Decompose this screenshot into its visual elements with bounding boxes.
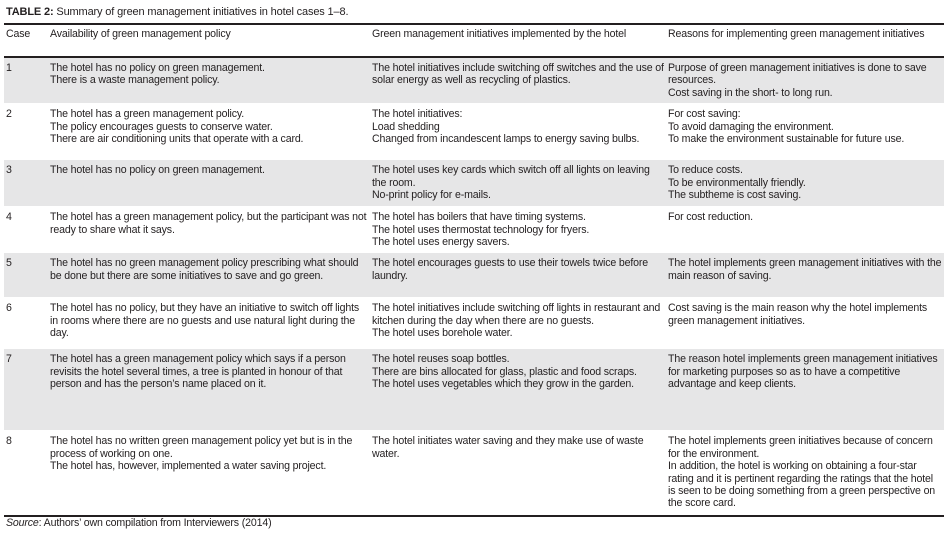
reasons-cell-line: For cost reduction.	[668, 211, 753, 224]
table-row	[4, 298, 944, 349]
reasons-cell	[666, 253, 944, 298]
policy-cell	[48, 160, 370, 207]
policy-cell-line: The policy encourages guests to conserve water.	[50, 120, 273, 133]
reasons-cell-line: The hotel implements green initiatives because of concern for the environment.	[668, 435, 933, 460]
initiatives-cell-line: The hotel uses key cards which switch off all lights on leaving the room.	[372, 164, 650, 189]
policy-cell	[48, 298, 370, 349]
reasons-cell-line: Cost saving is the main reason why the hotel implements green management initiatives.	[668, 302, 928, 327]
initiatives-cell-line: Load shedding	[372, 120, 440, 133]
table-row	[4, 160, 944, 207]
reasons-cell	[666, 57, 944, 104]
reasons-cell	[666, 298, 944, 349]
header-case: Case	[6, 28, 31, 40]
case-number: 2	[6, 108, 12, 121]
initiatives-cell-line: The hotel encourages guests to use their towels twice before laundry.	[372, 257, 649, 282]
policy-cell-line: The hotel has a green management policy which says if a person revisits the hotel several times, a tree is planted in honour of that person and has the person’s name placed on it.	[50, 353, 346, 391]
initiatives-cell-line: The hotel initiatives include switching off lights in restaurant and kitchen during the day when there are no guests.	[372, 302, 661, 327]
reasons-cell	[666, 104, 944, 160]
source-text: : Authors’ own compilation from Interviewers (2014)	[38, 517, 272, 529]
source-label: Source	[6, 517, 39, 529]
initiatives-cell	[370, 253, 666, 298]
case-number: 6	[6, 302, 12, 315]
policy-cell-line: The hotel has no green management policy prescribing what should be done but there are some initiatives to save and go green.	[50, 257, 359, 282]
table-row	[4, 431, 944, 516]
reasons-cell-line: The subtheme is cost saving.	[668, 189, 801, 202]
policy-cell	[48, 349, 370, 431]
policy-cell-line: The hotel has a green management policy.	[50, 108, 245, 121]
initiatives-cell-line: The hotel initiates water saving and they make use of waste water.	[372, 435, 644, 460]
policy-cell	[48, 207, 370, 253]
policy-cell	[48, 431, 370, 516]
policy-cell	[48, 57, 370, 104]
table-label: TABLE 2:	[6, 6, 54, 18]
policy-cell-line: The hotel has no policy, but they have an initiative to switch off lights in rooms where there are no guests and use natural light during the day.	[50, 302, 360, 340]
policy-cell	[48, 104, 370, 160]
initiatives-cell-line: The hotel uses vegetables which they grow in the garden.	[372, 378, 634, 391]
header-initiatives: Green management initiatives implemented by the hotel	[372, 28, 627, 40]
reasons-cell-line: In addition, the hotel is working on obtaining a four-star rating and it is pertinent regarding the ratings that the hotel is seen to be doing something from a green perspective on the score card.	[668, 460, 936, 510]
initiatives-cell-line: The hotel initiatives include switching off switches and the use of solar energy as well as recycling of plastics.	[372, 62, 664, 87]
policy-cell-line: There is a waste management policy.	[50, 74, 220, 87]
initiatives-cell	[370, 57, 666, 104]
table-title: Summary of green management initiatives in hotel cases 1–8.	[53, 6, 349, 18]
initiatives-cell	[370, 298, 666, 349]
case-number: 8	[6, 435, 12, 448]
initiatives-cell-line: No-print policy for e-mails.	[372, 189, 491, 202]
reasons-cell-line: To make the environment sustainable for future use.	[668, 133, 905, 146]
green-initiatives-table	[4, 23, 944, 517]
initiatives-cell	[370, 207, 666, 253]
policy-cell-line: There are air conditioning units that operate with a card.	[50, 133, 304, 146]
table-row	[4, 253, 944, 298]
header-reasons: Reasons for implementing green management initiatives	[668, 28, 925, 40]
table-body	[4, 57, 944, 516]
source-note	[6, 517, 271, 529]
reasons-cell-line: Purpose of green management initiatives is done to save resources.	[668, 62, 927, 87]
reasons-cell	[666, 207, 944, 253]
initiatives-cell-line: The hotel uses energy savers.	[372, 236, 510, 249]
policy-cell	[48, 253, 370, 298]
policy-cell-line: The hotel has no written green management policy yet but is in the process of working on one.	[50, 435, 353, 460]
initiatives-cell-line: The hotel uses borehole water.	[372, 327, 513, 340]
reasons-cell-line: Cost saving in the short- to long run.	[668, 86, 833, 99]
reasons-cell-line: The reason hotel implements green management initiatives for marketing purposes so as to have a competitive advantage and keep clients.	[668, 353, 938, 391]
reasons-cell	[666, 431, 944, 516]
initiatives-cell-line: The hotel uses thermostat technology for fryers.	[372, 223, 590, 236]
reasons-cell-line: To be environmentally friendly.	[668, 176, 806, 189]
reasons-cell-line: For cost saving:	[668, 108, 741, 121]
reasons-cell-line: The hotel implements green management initiatives with the main reason of saving.	[668, 257, 942, 282]
table-row	[4, 57, 944, 104]
initiatives-cell-line: Changed from incandescent lamps to energy saving bulbs.	[372, 133, 640, 146]
initiatives-cell-line: The hotel initiatives:	[372, 108, 463, 121]
reasons-cell-line: To avoid damaging the environment.	[668, 120, 834, 133]
initiatives-cell-line: The hotel reuses soap bottles.	[372, 353, 510, 366]
policy-cell-line: The hotel has no policy on green management.	[50, 62, 265, 74]
policy-cell-line: The hotel has, however, implemented a water saving project.	[50, 460, 327, 473]
reasons-cell	[666, 349, 944, 431]
initiatives-cell-line: The hotel has boilers that have timing systems.	[372, 211, 586, 224]
initiatives-cell	[370, 160, 666, 207]
case-number: 7	[6, 353, 12, 366]
case-number: 3	[6, 164, 12, 177]
table-header-row	[4, 24, 944, 57]
case-number: 1	[6, 62, 12, 74]
case-number: 4	[6, 211, 12, 224]
reasons-cell	[666, 160, 944, 207]
initiatives-cell	[370, 349, 666, 431]
case-number: 5	[6, 257, 12, 270]
initiatives-cell-line: There are bins allocated for glass, plastic and food scraps.	[372, 365, 637, 378]
table-caption	[6, 6, 348, 18]
table-row	[4, 207, 944, 253]
reasons-cell-line: To reduce costs.	[668, 164, 743, 177]
policy-cell-line: The hotel has a green management policy, but the participant was not ready to share what it says.	[50, 211, 367, 236]
initiatives-cell	[370, 104, 666, 160]
table-row	[4, 104, 944, 160]
header-policy: Availability of green management policy	[50, 28, 231, 40]
policy-cell-line: The hotel has no policy on green management.	[50, 164, 265, 177]
table-row	[4, 349, 944, 431]
initiatives-cell	[370, 431, 666, 516]
